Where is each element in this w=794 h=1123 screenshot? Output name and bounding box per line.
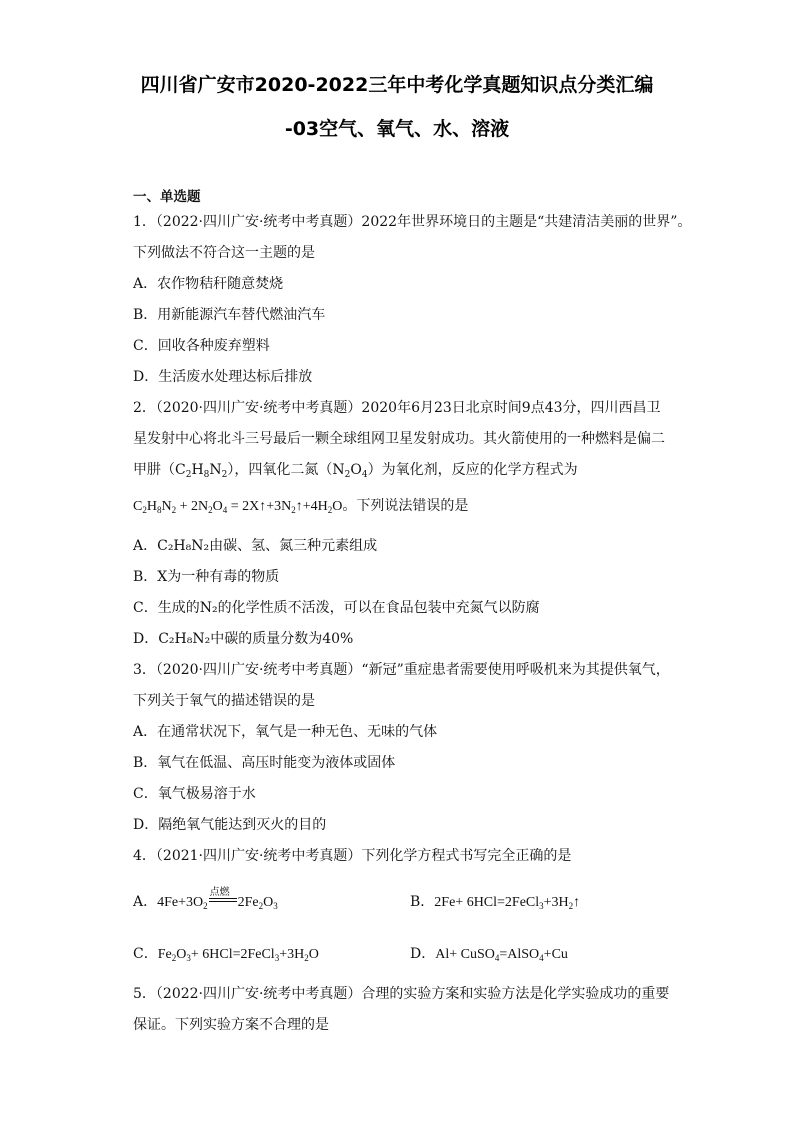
q2-option-a: A．C₂H₈N₂由碳、氢、氮三种元素组成 xyxy=(133,538,378,554)
q2-equation: $C_2H_8N_2 + 2N_2O_4$ = $2X↑+3N_2↑+4H_2O$。下列说法错误的是 xyxy=(133,498,469,515)
q1-option-b: B．用新能源汽车替代燃油汽车 xyxy=(133,307,326,323)
q5-stem-line1: 5．（2022·四川广安·统考中考真题）合理的实验方案和实验方法是化学实验成功的重要 xyxy=(133,986,670,1002)
q3-option-d: D．隔绝氧气能达到灭火的目的 xyxy=(133,817,327,833)
section-heading: 一、单选题 xyxy=(133,189,201,205)
q4-option-c: C．$Fe_2O_3+$ $6HCl=2FeCl_3+3H_2O$ xyxy=(133,946,319,963)
q5-stem-line2: 保证。下列实验方案不合理的是 xyxy=(133,1017,329,1033)
q3-option-b: B．氧气在低温、高压时能变为液体或固体 xyxy=(133,755,396,771)
q3-stem-line1: 3．（2020·四川广安·统考中考真题）“新冠”重症患者需要使用呼吸机来为其提供氧气， xyxy=(133,662,670,678)
q4-option-b: B．$2Fe+ 6HCl=2FeCl_3+3H_2↑$ xyxy=(410,894,581,911)
q2-option-d: D．C₂H₈N₂中碳的质量分数为40% xyxy=(133,631,354,647)
q1-option-c: C．回收各种废弃塑料 xyxy=(133,338,270,354)
q2-option-b: B．X为一种有毒的物质 xyxy=(133,569,280,585)
q1-stem-line2: 下列做法不符合这一主题的是 xyxy=(133,245,315,261)
q1-option-a: A．农作物秸秆随意焚烧 xyxy=(133,276,284,292)
q2-stem-line2: 星发射中心将北斗三号最后一颗全球组网卫星发射成功。其火箭使用的一种燃料是偏二 xyxy=(133,431,665,447)
q2-stem-line3: 甲肼$(C_2H_8N_2)$，四氧化二氮$(N_2O_4)$为氧化剂，反应的化学方程式为 xyxy=(133,462,578,480)
q4-option-a: A．$4Fe+3O_2$ 点燃 $2Fe_2O_3$ xyxy=(133,887,278,911)
q1-option-d: D．生活废水处理达标后排放 xyxy=(133,369,313,385)
q4-stem: 4．（2021·四川广安·统考中考真题）下列化学方程式书写完全正确的是 xyxy=(133,848,572,864)
q3-option-c: C．氧气极易溶于水 xyxy=(133,786,256,802)
q1-stem-line1: 1．（2022·四川广安·统考中考真题）2022年世界环境日的主题是“共建清洁美丽的世界”。 xyxy=(133,214,692,230)
document-title-line1: 四川省广安市2020-2022三年中考化学真题知识点分类汇编 xyxy=(140,74,654,96)
q4-option-d: D．Al+ CuSO$_4$=AlSO$_4$+Cu xyxy=(410,946,568,963)
q2-stem-line1: 2．（2020·四川广安·统考中考真题）2020年6月23日北京时间9点43分，四川西昌卫 xyxy=(133,400,661,416)
document-title-line2: -03空气、氧气、水、溶液 xyxy=(284,118,510,140)
q3-stem-line2: 下列关于氧气的描述错误的是 xyxy=(133,693,315,709)
q3-option-a: A．在通常状况下，氧气是一种无色、无味的气体 xyxy=(133,724,438,740)
q2-option-c: C．生成的N₂的化学性质不活泼，可以在食品包装中充氮气以防腐 xyxy=(133,600,540,616)
